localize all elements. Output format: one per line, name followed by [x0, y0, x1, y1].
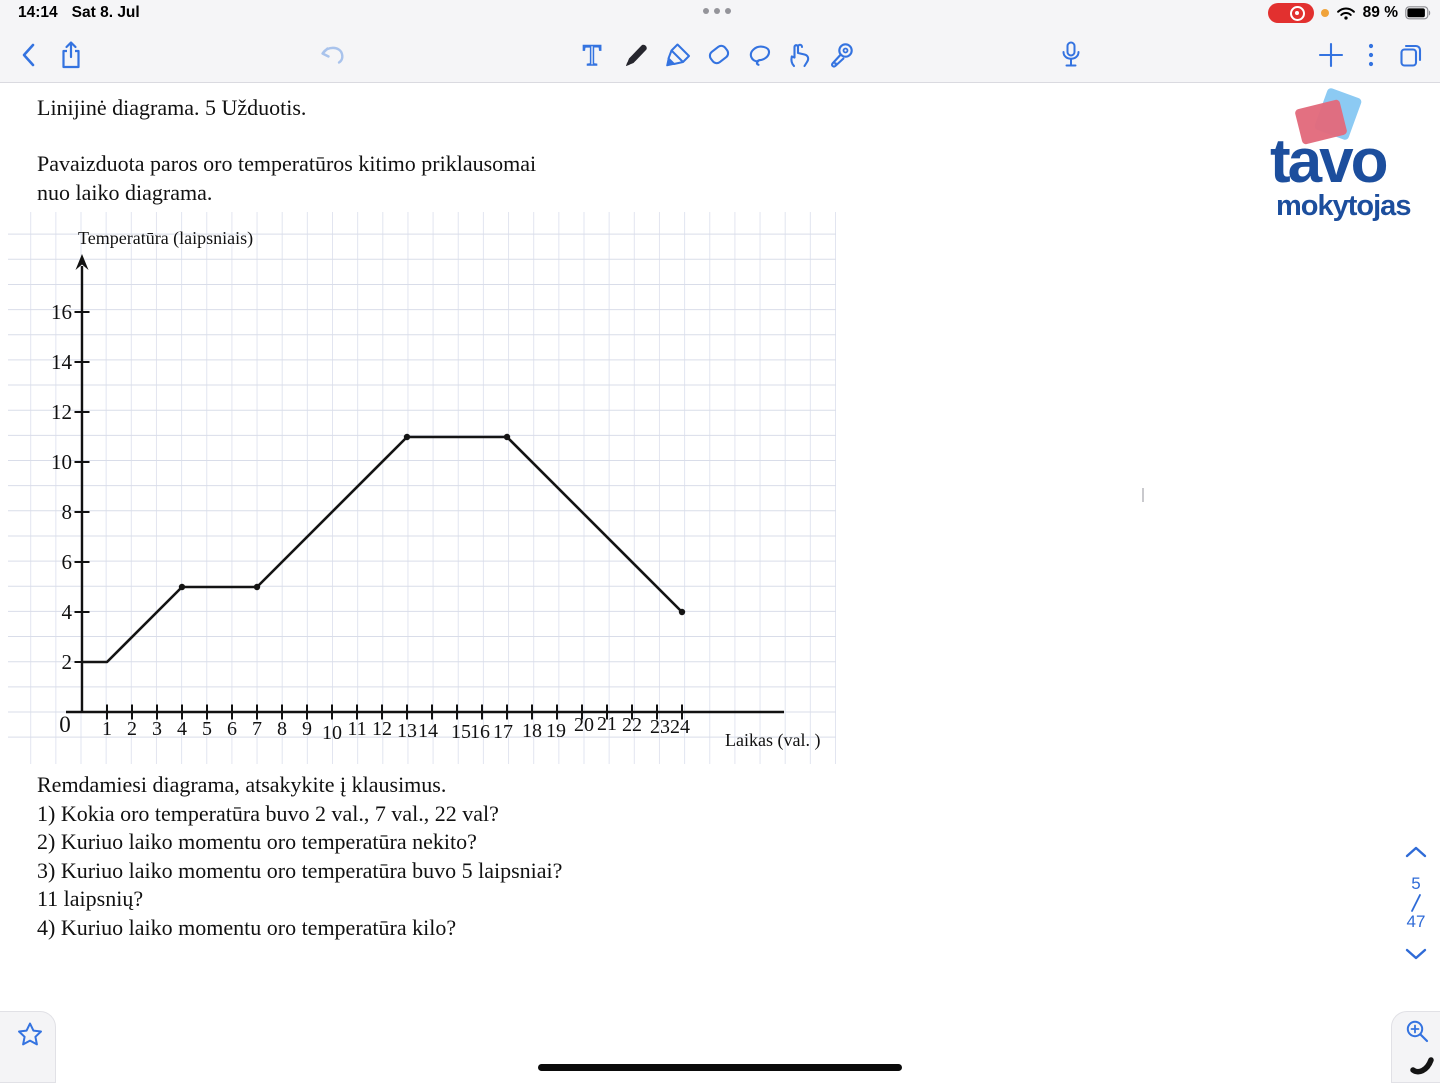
svg-text:5: 5 — [202, 718, 212, 740]
svg-text:20: 20 — [574, 714, 594, 736]
wifi-icon — [1336, 5, 1356, 21]
battery-icon — [1405, 6, 1432, 20]
svg-text:10: 10 — [322, 722, 342, 744]
svg-text:12: 12 — [51, 400, 72, 424]
more-options-button[interactable] — [1352, 36, 1390, 74]
page-up-icon[interactable] — [1404, 845, 1428, 859]
svg-text:13: 13 — [397, 720, 417, 742]
svg-text:17: 17 — [493, 721, 513, 743]
pen-tool-button[interactable] — [618, 36, 656, 74]
svg-text:4: 4 — [177, 718, 187, 740]
svg-text:21: 21 — [597, 713, 617, 735]
questions-header: Remdamiesi diagrama, atsakykite į klausimus. — [37, 772, 447, 797]
favorite-star-icon[interactable] — [15, 1020, 45, 1050]
question-line: 2) Kuriuo laiko momentu oro temperatūra nekito? — [37, 829, 477, 855]
question-line: 4) Kuriuo laiko momentu oro temperatūra kilo? — [37, 914, 457, 940]
gesture-tool-button[interactable] — [782, 36, 820, 74]
bookmark-panel — [0, 1011, 56, 1083]
svg-text:19: 19 — [546, 720, 566, 742]
svg-text:23: 23 — [650, 716, 670, 738]
top-chrome — [0, 0, 1440, 83]
status-date: Sat 8. Jul — [71, 4, 140, 21]
logo-text-mokytojas: mokytojas — [1276, 190, 1411, 222]
svg-text:2: 2 — [127, 718, 137, 740]
eraser-tool-button[interactable] — [700, 36, 738, 74]
status-time: 14:14 — [18, 4, 58, 21]
multitask-dots-icon[interactable] — [703, 8, 731, 14]
svg-text:11: 11 — [347, 718, 367, 740]
text-tool-button[interactable] — [573, 36, 611, 74]
svg-text:7: 7 — [252, 718, 262, 740]
microphone-in-use-icon — [1321, 9, 1329, 17]
home-indicator[interactable] — [538, 1064, 902, 1071]
svg-text:6: 6 — [61, 550, 72, 574]
intro-line-1: Pavaizduota paros oro temperatūros kitimo priklausomai — [37, 151, 537, 176]
status-time-date — [18, 4, 154, 22]
question-line: 11 laipsnių? — [37, 886, 144, 912]
temperature-line-chart — [8, 212, 836, 764]
intro-paragraph — [37, 150, 536, 207]
page-down-icon[interactable] — [1404, 947, 1428, 961]
page-title: Linijinė diagrama. 5 Užduotis. — [37, 95, 307, 120]
battery-percent: 89 % — [1362, 4, 1398, 21]
svg-text:2: 2 — [61, 650, 72, 674]
svg-text:9: 9 — [302, 718, 312, 740]
svg-text:18: 18 — [522, 720, 542, 742]
highlighter-tool-button[interactable] — [660, 36, 698, 74]
total-page-number: 47 — [1406, 912, 1426, 931]
text-tool-glyph: T — [582, 39, 602, 71]
lasso-tool-button[interactable] — [742, 36, 780, 74]
svg-text:1: 1 — [102, 718, 112, 740]
back-button[interactable] — [10, 36, 48, 74]
svg-text:22: 22 — [622, 714, 642, 736]
pages-overview-button[interactable] — [1392, 36, 1430, 74]
page-navigator — [1396, 845, 1436, 961]
share-button[interactable] — [52, 36, 90, 74]
svg-text:8: 8 — [61, 500, 72, 524]
svg-text:3: 3 — [152, 718, 162, 740]
screen-recording-icon[interactable] — [1268, 3, 1314, 23]
intro-line-2: nuo laiko diagrama. — [37, 179, 213, 205]
questions-block — [37, 771, 562, 943]
svg-text:10: 10 — [51, 450, 72, 474]
status-bar — [0, 0, 1440, 24]
pen-stroke-mark — [1408, 1046, 1438, 1078]
svg-text:4: 4 — [61, 600, 72, 624]
question-line: 3) Kuriuo laiko momentu oro temperatūra buvo 5 laipsniai? — [37, 857, 563, 883]
add-page-button[interactable] — [1312, 36, 1350, 74]
svg-text:0: 0 — [59, 712, 71, 737]
svg-text:8: 8 — [277, 718, 287, 740]
svg-text:24: 24 — [670, 716, 690, 738]
svg-text:Laikas (val. ): Laikas (val. ) — [725, 730, 821, 750]
undo-button[interactable] — [314, 36, 352, 74]
svg-text:16: 16 — [51, 300, 72, 324]
svg-text:14: 14 — [418, 720, 438, 742]
tape-tool-button[interactable] — [823, 36, 861, 74]
page-divider-slash — [1408, 893, 1424, 913]
question-line: 1) Kokia oro temperatūra buvo 2 val., 7 val., 22 val? — [37, 800, 499, 826]
zoom-in-icon[interactable] — [1404, 1018, 1432, 1046]
logo-text-tavo: tavo — [1270, 127, 1386, 196]
microphone-button[interactable] — [1052, 36, 1090, 74]
svg-text:6: 6 — [227, 718, 237, 740]
svg-text:15: 15 — [451, 721, 471, 743]
tavo-mokytojas-logo — [1262, 90, 1414, 222]
current-page-number: 5 — [1411, 874, 1421, 893]
stray-faint-mark — [1142, 488, 1144, 502]
svg-text:16: 16 — [470, 721, 490, 743]
svg-text:Temperatūra (laipsniais): Temperatūra (laipsniais) — [78, 228, 254, 248]
svg-text:14: 14 — [51, 350, 72, 374]
svg-text:12: 12 — [372, 718, 392, 740]
